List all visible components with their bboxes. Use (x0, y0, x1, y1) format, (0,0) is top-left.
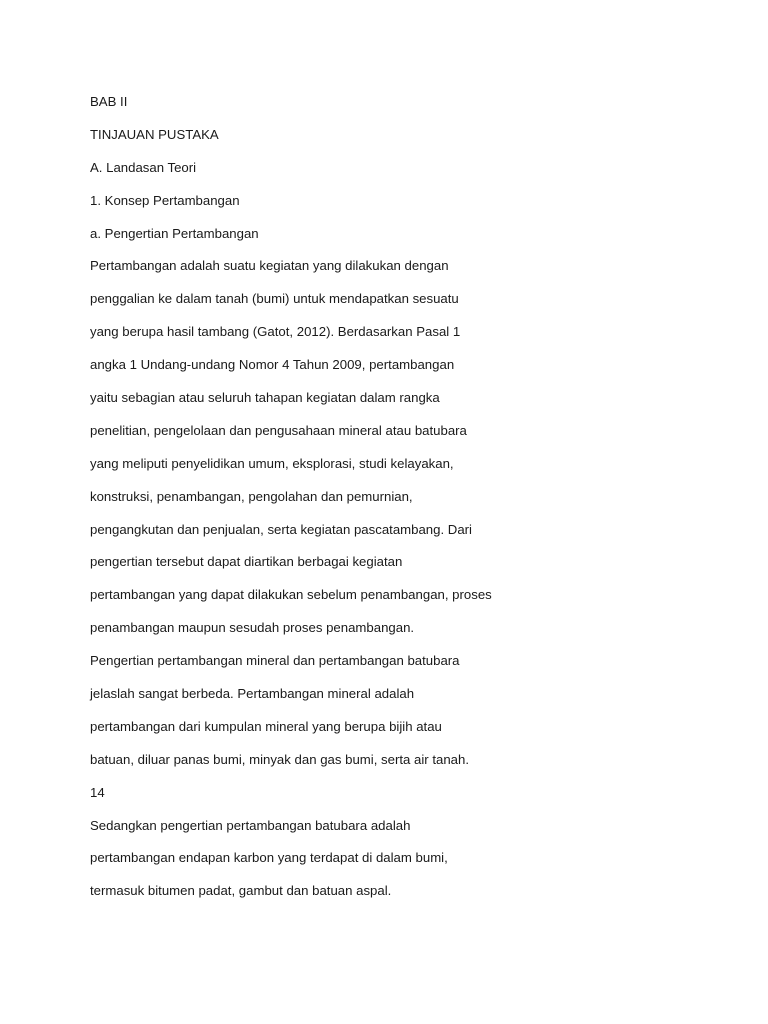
text-line: yang meliputi penyelidikan umum, eksplorasi, studi kelayakan, (90, 455, 454, 471)
document-body (90, 93, 492, 915)
text-line: batuan, diluar panas bumi, minyak dan gas bumi, serta air tanah. (90, 751, 469, 767)
text-line: konstruksi, penambangan, pengolahan dan pemurnian, (90, 488, 413, 504)
text-line: jelaslah sangat berbeda. Pertambangan mineral adalah (90, 686, 415, 702)
text-line: angka 1 Undang-undang Nomor 4 Tahun 2009, pertambangan (90, 357, 455, 373)
text-line: yang berupa hasil tambang (Gatot, 2012). Berdasarkan Pasal 1 (90, 324, 461, 340)
text-line: Pengertian pertambangan mineral dan pertambangan batubara (90, 653, 460, 669)
text-line: termasuk bitumen padat, gambut dan batuan aspal. (90, 883, 392, 899)
text-line: pengertian tersebut dapat diartikan berbagai kegiatan (90, 554, 403, 570)
text-line: penggalian ke dalam tanah (bumi) untuk mendapatkan sesuatu (90, 291, 459, 307)
subsubsection-heading: a. Pengertian Pertambangan (90, 225, 259, 241)
page-number: 14 (90, 784, 105, 800)
section-heading: A. Landasan Teori (90, 159, 197, 175)
text-line: pertambangan endapan karbon yang terdapat di dalam bumi, (90, 850, 448, 866)
text-line: Pertambangan adalah suatu kegiatan yang dilakukan dengan (90, 258, 449, 274)
text-line: pertambangan yang dapat dilakukan sebelum penambangan, proses (90, 587, 492, 603)
text-line: pengangkutan dan penjualan, serta kegiatan pascatambang. Dari (90, 521, 472, 537)
text-line: yaitu sebagian atau seluruh tahapan kegiatan dalam rangka (90, 390, 440, 406)
text-line: Sedangkan pengertian pertambangan batubara adalah (90, 817, 411, 833)
chapter-label: BAB II (90, 94, 128, 109)
text-line: penambangan maupun sesudah proses penambangan. (90, 620, 415, 636)
text-line: pertambangan dari kumpulan mineral yang berupa bijih atau (90, 718, 442, 734)
chapter-title: TINJAUAN PUSTAKA (90, 126, 219, 142)
subsection-heading: 1. Konsep Pertambangan (90, 192, 240, 208)
text-line: penelitian, pengelolaan dan pengusahaan mineral atau batubara (90, 422, 467, 438)
